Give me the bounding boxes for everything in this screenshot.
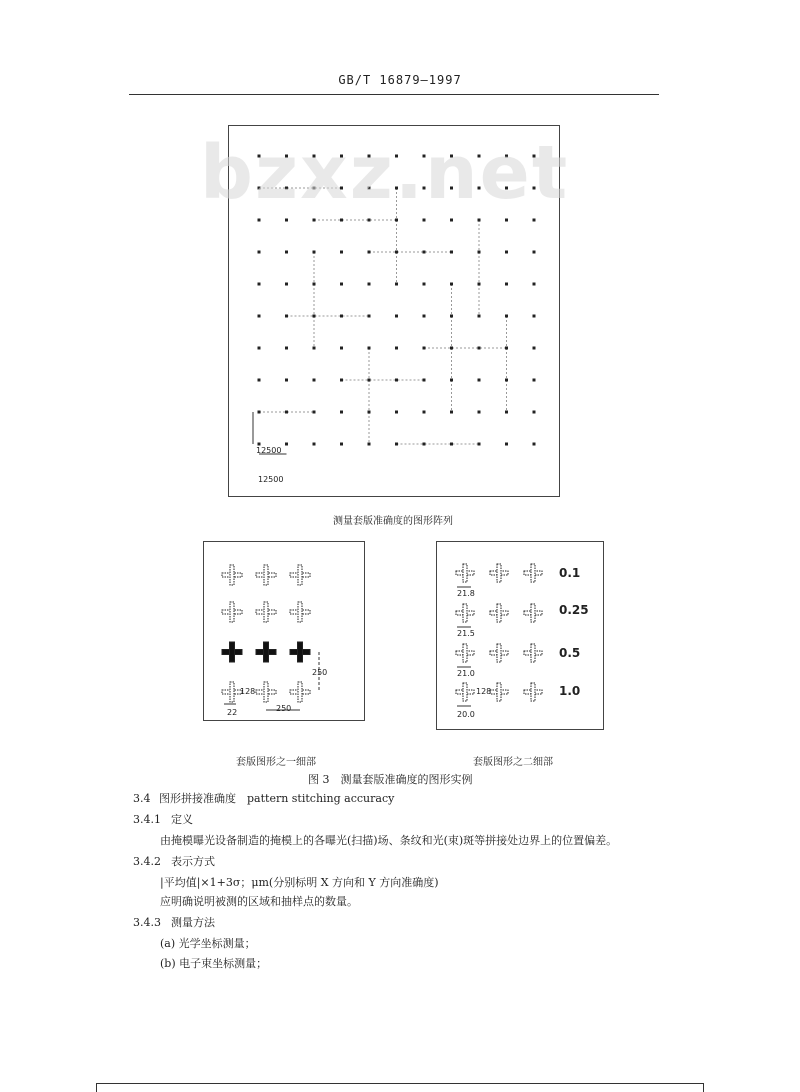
dot-array-dot — [450, 379, 453, 382]
detail-two-dim-3: 20.0 — [457, 710, 475, 719]
dot-array-dot — [313, 443, 316, 446]
dot-array-dot — [368, 411, 371, 414]
dot-array-dot — [423, 379, 426, 382]
detail-one-cross-v — [264, 602, 268, 622]
paragraph-note: 应明确说明被测的区域和抽样点的数量。 — [160, 895, 358, 908]
dot-array-dot — [258, 347, 261, 350]
dot-array-dot — [533, 251, 536, 254]
paragraph-expression: |平均值|×1+3σ；μm(分别标明 X 方向和 Y 方向准确度) — [160, 876, 439, 889]
detail-one-cross-v — [298, 565, 302, 585]
section-title: 图形拼接准确度 pattern stitching accuracy — [159, 792, 395, 805]
dot-array-dot — [340, 411, 343, 414]
figure-detail-one — [203, 541, 365, 721]
section-title: 测量方法 — [171, 916, 215, 929]
dot-array-dot — [285, 443, 288, 446]
dot-array-dot — [450, 315, 453, 318]
dot-array-dot — [285, 379, 288, 382]
dot-array-dot — [450, 347, 453, 350]
dot-array-dot — [533, 443, 536, 446]
dot-array-dot — [423, 283, 426, 286]
dot-array-dot — [313, 251, 316, 254]
dot-array-dot — [505, 251, 508, 254]
detail-one-dim-22: 22 — [227, 708, 238, 717]
dot-array-dot — [285, 283, 288, 286]
dot-array-dot — [395, 443, 398, 446]
dot-array-dot — [533, 347, 536, 350]
dot-array-dot — [368, 283, 371, 286]
header-rule — [129, 94, 659, 95]
detail-one-cross-v — [298, 682, 302, 702]
dot-array-caption: 测量套版准确度的图形阵列 — [333, 516, 453, 527]
dot-array-dot — [285, 315, 288, 318]
dot-array-dot — [285, 411, 288, 414]
detail-one-dim-128: 128 — [240, 687, 256, 696]
section-title: 表示方式 — [171, 855, 215, 868]
detail-two-dim-0: 21.8 — [457, 589, 475, 598]
dot-array-dot — [478, 411, 481, 414]
dot-array-dot — [368, 347, 371, 350]
dot-array-dot — [395, 219, 398, 222]
detail-two-row-label-2: 0.5 — [559, 646, 581, 660]
dot-array-dot — [313, 347, 316, 350]
dot-array-dot — [423, 443, 426, 446]
detail-two-cross-v — [463, 683, 467, 701]
dot-array-dot — [313, 219, 316, 222]
detail-two-cross-v — [497, 564, 501, 582]
detail-two-dim-2: 21.0 — [457, 669, 475, 678]
dot-array-dot — [505, 283, 508, 286]
detail-two-row-label-1: 0.25 — [559, 603, 589, 617]
dot-array-dot — [450, 251, 453, 254]
dot-array-dot — [423, 347, 426, 350]
detail-two-cross-v — [497, 644, 501, 662]
dot-array-dot — [505, 347, 508, 350]
dot-array-dot — [340, 315, 343, 318]
dot-array-dot — [395, 379, 398, 382]
dot-array-dot — [423, 315, 426, 318]
header-standard-number: GB/T 16879—1997 — [338, 73, 462, 87]
dot-array-dot — [533, 315, 536, 318]
dot-array-dot — [258, 251, 261, 254]
detail-two-cross-v — [497, 683, 501, 701]
dot-array-dot — [340, 251, 343, 254]
section-title: 定义 — [171, 813, 193, 826]
detail-one-cross-v — [230, 602, 234, 622]
method-item-a: (a) 光学坐标测量； — [160, 937, 256, 950]
dot-array-dot — [258, 379, 261, 382]
dot-array-dot — [258, 315, 261, 318]
detail-one-dim-250-horizontal: 250 — [276, 704, 292, 713]
dot-array-dot — [450, 219, 453, 222]
detail-one-cross-v — [230, 565, 234, 585]
dot-array-dot — [505, 315, 508, 318]
dot-array-dot — [340, 219, 343, 222]
detail-two-cross-v — [531, 683, 535, 701]
detail-one-cross-v — [298, 602, 302, 622]
dot-array-dot — [478, 219, 481, 222]
detail-one-cross-v — [230, 642, 235, 662]
figure-caption: 图 3 测量套版准确度的图形实例 — [308, 773, 473, 786]
detail-one-cross-v — [298, 642, 303, 662]
detail-two-cross-v — [497, 604, 501, 622]
dot-array-dot — [340, 283, 343, 286]
dot-array-dot — [505, 443, 508, 446]
section-3-4 — [133, 790, 394, 806]
detail-one-caption: 套版图形之一细部 — [236, 757, 316, 768]
dot-array-dot — [505, 219, 508, 222]
dot-array-dot — [258, 411, 261, 414]
dot-array-dot — [395, 283, 398, 286]
dot-array-dot — [395, 411, 398, 414]
dot-array-dot — [505, 411, 508, 414]
section-number: 3.4.1 — [133, 813, 161, 826]
dot-array-dot — [395, 251, 398, 254]
detail-one-cross-v — [264, 682, 268, 702]
detail-two-row-label-3: 1.0 — [559, 684, 581, 698]
dot-array-dot — [478, 379, 481, 382]
dot-array-dot — [313, 283, 316, 286]
dot-array-dot — [423, 251, 426, 254]
detail-two-cross-v — [531, 604, 535, 622]
dot-array-dot — [368, 315, 371, 318]
dot-array-dot — [313, 411, 316, 414]
paragraph-definition: 由掩模曝光设备制造的掩模上的各曝光(扫描)场、条纹和光(束)斑等拼接处边界上的位置偏差。 — [160, 834, 618, 847]
dot-array-dot — [533, 283, 536, 286]
detail-one-cross-v — [264, 642, 269, 662]
dot-array-dot — [258, 219, 261, 222]
detail-one-graphic — [204, 542, 364, 720]
dot-array-dot — [533, 379, 536, 382]
section-3-4-1 — [133, 811, 193, 827]
detail-two-dim-128: 128 — [476, 687, 492, 696]
detail-two-cross-v — [463, 644, 467, 662]
dot-array-dim-horizontal: 12500 — [258, 475, 284, 484]
method-item-b: (b) 电子束坐标测量； — [160, 957, 268, 970]
detail-two-cross-v — [531, 644, 535, 662]
detail-two-caption: 套版图形之二细部 — [473, 757, 553, 768]
dot-array-dot — [395, 347, 398, 350]
dot-array-dot — [395, 315, 398, 318]
dot-array-dot — [368, 379, 371, 382]
dot-array-dot — [423, 411, 426, 414]
dot-array-dot — [505, 379, 508, 382]
dot-array-dot — [285, 347, 288, 350]
detail-two-dim-1: 21.5 — [457, 629, 475, 638]
dot-array-dot — [258, 283, 261, 286]
dot-array-dot — [450, 411, 453, 414]
section-number: 3.4.2 — [133, 855, 161, 868]
detail-two-cross-v — [463, 564, 467, 582]
detail-one-dim-250-vertical: 250 — [312, 668, 328, 677]
dot-array-dot — [313, 315, 316, 318]
detail-one-cross-v — [230, 682, 234, 702]
section-3-4-2 — [133, 853, 215, 869]
dot-array-dot — [368, 251, 371, 254]
dot-array-dot — [423, 219, 426, 222]
dot-array-dot — [478, 315, 481, 318]
detail-one-cross-v — [264, 565, 268, 585]
dot-array-dim-vertical: 12500 — [256, 446, 282, 455]
dot-array-dot — [340, 379, 343, 382]
watermark: bzxz.net — [200, 130, 570, 216]
dot-array-dot — [478, 283, 481, 286]
dot-array-dot — [368, 219, 371, 222]
detail-two-cross-v — [531, 564, 535, 582]
section-number: 3.4 — [133, 792, 151, 805]
dot-array-dot — [313, 379, 316, 382]
section-number: 3.4.3 — [133, 916, 161, 929]
dot-array-dot — [478, 443, 481, 446]
dot-array-dot — [340, 443, 343, 446]
dot-array-dot — [478, 347, 481, 350]
dot-array-dot — [450, 283, 453, 286]
detail-two-row-label-0: 0.1 — [559, 566, 581, 580]
detail-two-cross-v — [463, 604, 467, 622]
dot-array-dot — [533, 411, 536, 414]
dot-array-dot — [533, 219, 536, 222]
dot-array-dot — [285, 219, 288, 222]
dot-array-dot — [368, 443, 371, 446]
dot-array-dot — [450, 443, 453, 446]
dot-array-dot — [478, 251, 481, 254]
section-3-4-3 — [133, 914, 215, 930]
dot-array-dot — [340, 347, 343, 350]
dot-array-dot — [285, 251, 288, 254]
